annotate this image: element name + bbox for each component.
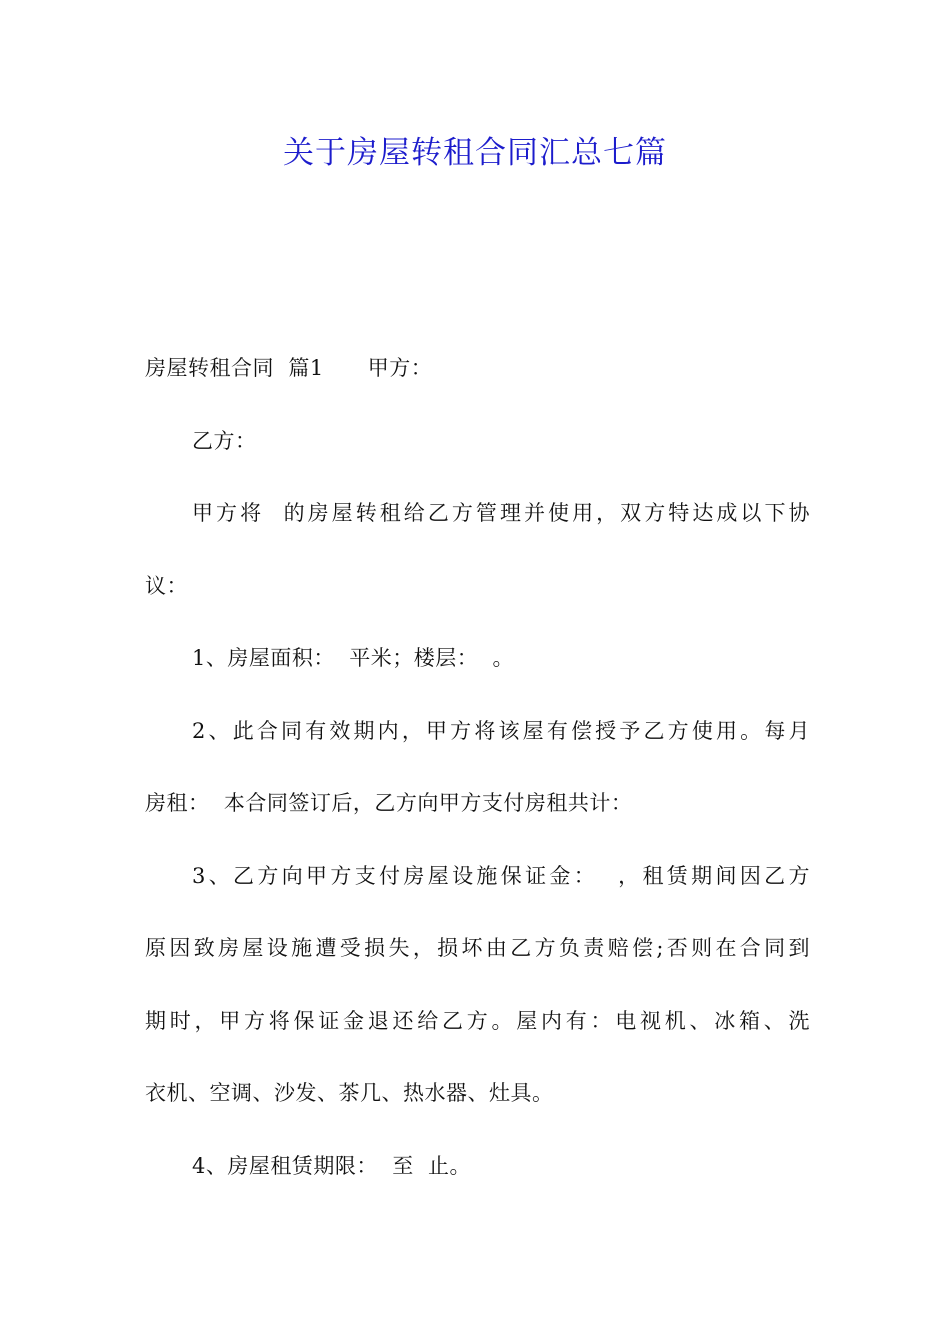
paragraph-line: 4、房屋租赁期限： 至 止。 [192, 1153, 472, 1178]
paragraph-line: 3、乙方向甲方支付房屋设施保证金： ，租赁期间因乙方 [192, 863, 810, 888]
section-heading: 房屋转租合同 篇1 [145, 356, 324, 380]
paragraph-line: 议： [145, 573, 188, 598]
paragraph-line: 期时，甲方将保证金退还给乙方。屋内有：电视机、冰箱、洗 [145, 1008, 810, 1033]
document-title: 关于房屋转租合同汇总七篇 [283, 135, 667, 171]
paragraph-line: 衣机、空调、沙发、茶几、热水器、灶具。 [145, 1081, 554, 1105]
paragraph-line: 2、此合同有效期内，甲方将该屋有偿授予乙方使用。每月 [192, 718, 810, 743]
paragraph-line: 房租： 本合同签订后，乙方向甲方支付房租共计： [145, 791, 633, 815]
paragraph-line: 1、房屋面积： 平米；楼层： 。 [192, 646, 515, 670]
paragraph-line: 乙方： [192, 428, 257, 453]
party-a-label: 甲方： [367, 356, 433, 380]
document-body [145, 332, 810, 1202]
paragraph-line: 原因致房屋设施遭受损失，损坏由乙方负责赔偿;否则在合同到 [145, 936, 810, 960]
heading-line [145, 332, 810, 405]
paragraph-line: 甲方将 的房屋转租给乙方管理并使用，双方特达成以下协 [192, 501, 810, 525]
